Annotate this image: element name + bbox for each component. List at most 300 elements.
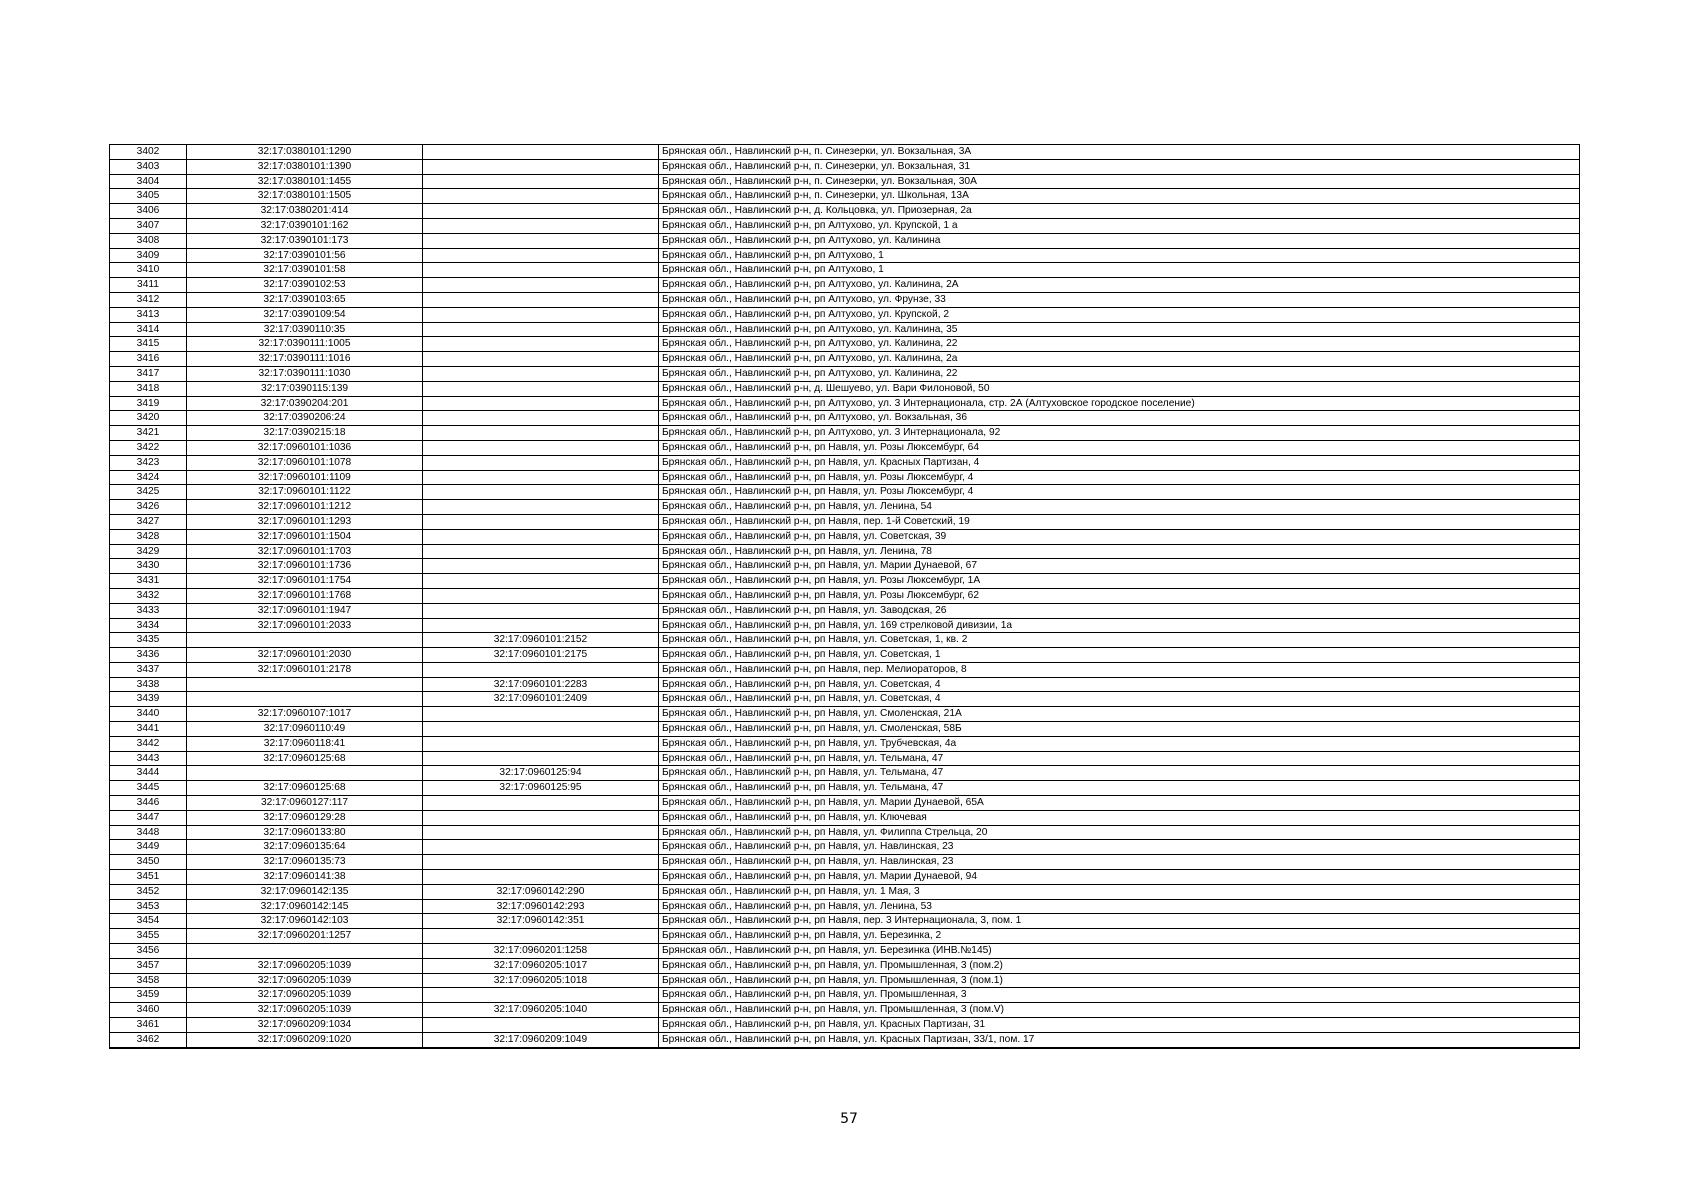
row-number-cell: 3403 [110,159,187,174]
address-cell: Брянская обл., Навлинский р-н, рп Навля, ул. Промышленная, 3 [659,988,1580,1003]
related-cadastral-number-cell [423,411,659,426]
row-number-cell: 3435 [110,633,187,648]
cadastral-number-cell [187,633,423,648]
table-row [110,233,1580,248]
row-number-cell: 3425 [110,485,187,500]
table-row [110,218,1580,233]
address-cell: Брянская обл., Навлинский р-н, п. Синезерки, ул. Вокзальная, 30А [659,174,1580,189]
row-number-cell: 3455 [110,929,187,944]
related-cadastral-number-cell: 32:17:0960101:2409 [423,692,659,707]
related-cadastral-number-cell: 32:17:0960142:293 [423,899,659,914]
row-number-cell: 3417 [110,366,187,381]
address-cell: Брянская обл., Навлинский р-н, рп Навля, ул. Розы Люксембург, 4 [659,470,1580,485]
address-cell: Брянская обл., Навлинский р-н, рп Навля, ул. Ленина, 78 [659,544,1580,559]
table-row [110,944,1580,959]
cadastral-number-cell: 32:17:0390206:24 [187,411,423,426]
table-row [110,766,1580,781]
row-number-cell: 3456 [110,944,187,959]
related-cadastral-number-cell [423,574,659,589]
cadastral-number-cell: 32:17:0960101:1109 [187,470,423,485]
cadastral-number-cell: 32:17:0960101:1736 [187,559,423,574]
cadastral-number-cell: 32:17:0960101:1504 [187,529,423,544]
row-number-cell: 3444 [110,766,187,781]
table-row [110,426,1580,441]
cadastral-number-cell: 32:17:0960107:1017 [187,707,423,722]
table-row [110,307,1580,322]
address-cell: Брянская обл., Навлинский р-н, п. Синезерки, ул. Вокзальная, 3А [659,145,1580,160]
related-cadastral-number-cell [423,810,659,825]
row-number-cell: 3459 [110,988,187,1003]
cadastral-number-cell: 32:17:0960209:1020 [187,1032,423,1047]
related-cadastral-number-cell: 32:17:0960101:2152 [423,633,659,648]
row-number-cell: 3445 [110,781,187,796]
related-cadastral-number-cell [423,352,659,367]
row-number-cell: 3446 [110,796,187,811]
table-row [110,559,1580,574]
table-row [110,574,1580,589]
table-row [110,840,1580,855]
address-cell: Брянская обл., Навлинский р-н, рп Навля, ул. Советская, 1, кв. 2 [659,633,1580,648]
table-row [110,810,1580,825]
table-row [110,470,1580,485]
row-number-cell: 3436 [110,648,187,663]
cadastral-number-cell: 32:17:0960125:68 [187,751,423,766]
table-row [110,884,1580,899]
row-number-cell: 3451 [110,870,187,885]
address-cell: Брянская обл., Навлинский р-н, рп Навля, ул. Советская, 1 [659,648,1580,663]
address-cell: Брянская обл., Навлинский р-н, рп Алтухово, ул. Калинина, 2А [659,278,1580,293]
cadastral-number-cell [187,692,423,707]
table-row [110,145,1580,160]
related-cadastral-number-cell [423,988,659,1003]
table-row [110,292,1580,307]
row-number-cell: 3412 [110,292,187,307]
cadastral-number-cell: 32:17:0960201:1257 [187,929,423,944]
cadastral-number-cell: 32:17:0380101:1505 [187,189,423,204]
address-cell: Брянская обл., Навлинский р-н, рп Алтухово, 1 [659,248,1580,263]
cadastral-number-cell: 32:17:0390101:162 [187,218,423,233]
row-number-cell: 3428 [110,529,187,544]
address-cell: Брянская обл., Навлинский р-н, рп Навля, ул. Филиппа Стрельца, 20 [659,825,1580,840]
address-cell: Брянская обл., Навлинский р-н, рп Навля, ул. Ключевая [659,810,1580,825]
related-cadastral-number-cell [423,485,659,500]
related-cadastral-number-cell [423,618,659,633]
table-row [110,514,1580,529]
related-cadastral-number-cell [423,292,659,307]
related-cadastral-number-cell [423,514,659,529]
address-cell: Брянская обл., Навлинский р-н, рп Алтухово, ул. Фрунзе, 33 [659,292,1580,307]
related-cadastral-number-cell [423,248,659,263]
row-number-cell: 3431 [110,574,187,589]
cadastral-number-cell: 32:17:0960101:2178 [187,662,423,677]
address-cell: Брянская обл., Навлинский р-н, рп Алтухово, ул. 3 Интернационала, стр. 2А (Алтуховское городское поселение) [659,396,1580,411]
cadastral-number-cell: 32:17:0390111:1030 [187,366,423,381]
row-number-cell: 3421 [110,426,187,441]
related-cadastral-number-cell: 32:17:0960201:1258 [423,944,659,959]
address-cell: Брянская обл., Навлинский р-н, рп Навля, ул. Трубчевская, 4а [659,736,1580,751]
row-number-cell: 3452 [110,884,187,899]
table-row [110,396,1580,411]
table-row [110,973,1580,988]
table-row [110,899,1580,914]
related-cadastral-number-cell [423,722,659,737]
cadastral-number-cell: 32:17:0960101:2033 [187,618,423,633]
row-number-cell: 3458 [110,973,187,988]
row-number-cell: 3418 [110,381,187,396]
address-cell: Брянская обл., Навлинский р-н, рп Навля, ул. Навлинская, 23 [659,840,1580,855]
table-row [110,796,1580,811]
table-row [110,751,1580,766]
address-cell: Брянская обл., Навлинский р-н, рп Алтухово, ул. Крупской, 1 а [659,218,1580,233]
row-number-cell: 3416 [110,352,187,367]
table-row [110,248,1580,263]
cadastral-number-cell: 32:17:0960135:73 [187,855,423,870]
address-cell: Брянская обл., Навлинский р-н, рп Алтухово, ул. Калинина, 2а [659,352,1580,367]
address-cell: Брянская обл., Навлинский р-н, рп Навля, ул. Марии Дунаевой, 94 [659,870,1580,885]
cadastral-number-cell: 32:17:0960135:64 [187,840,423,855]
address-cell: Брянская обл., Навлинский р-н, рп Навля, ул. 1 Мая, 3 [659,884,1580,899]
table-row [110,988,1580,1003]
related-cadastral-number-cell [423,840,659,855]
related-cadastral-number-cell: 32:17:0960205:1017 [423,958,659,973]
address-cell: Брянская обл., Навлинский р-н, рп Навля, ул. Ленина, 54 [659,500,1580,515]
cadastral-number-cell: 32:17:0390215:18 [187,426,423,441]
row-number-cell: 3433 [110,603,187,618]
cadastral-number-cell: 32:17:0960125:68 [187,781,423,796]
table-row [110,662,1580,677]
registry-body [110,145,1580,1048]
table-row [110,825,1580,840]
related-cadastral-number-cell: 32:17:0960142:290 [423,884,659,899]
row-number-cell: 3420 [110,411,187,426]
row-number-cell: 3408 [110,233,187,248]
related-cadastral-number-cell [423,426,659,441]
related-cadastral-number-cell [423,796,659,811]
related-cadastral-number-cell: 32:17:0960101:2175 [423,648,659,663]
row-number-cell: 3442 [110,736,187,751]
address-cell: Брянская обл., Навлинский р-н, п. Синезерки, ул. Вокзальная, 31 [659,159,1580,174]
related-cadastral-number-cell [423,603,659,618]
cadastral-number-cell: 32:17:0960101:1703 [187,544,423,559]
related-cadastral-number-cell [423,159,659,174]
table-row [110,707,1580,722]
related-cadastral-number-cell [423,588,659,603]
related-cadastral-number-cell: 32:17:0960209:1049 [423,1032,659,1047]
related-cadastral-number-cell [423,544,659,559]
related-cadastral-number-cell [423,736,659,751]
cadastral-number-cell: 32:17:0960205:1039 [187,958,423,973]
row-number-cell: 3422 [110,440,187,455]
related-cadastral-number-cell [423,1018,659,1033]
table-row [110,352,1580,367]
table-row [110,736,1580,751]
address-cell: Брянская обл., Навлинский р-н, рп Навля, ул. Промышленная, 3 (пом.2) [659,958,1580,973]
table-row [110,322,1580,337]
address-cell: Брянская обл., Навлинский р-н, рп Навля, ул. Тельмана, 47 [659,766,1580,781]
cadastral-number-cell: 32:17:0390101:58 [187,263,423,278]
address-cell: Брянская обл., Навлинский р-н, рп Алтухово, ул. Калинина, 22 [659,337,1580,352]
address-cell: Брянская обл., Навлинский р-н, рп Навля, ул. Красных Партизан, 31 [659,1018,1580,1033]
row-number-cell: 3462 [110,1032,187,1047]
address-cell: Брянская обл., Навлинский р-н, рп Алтухово, ул. Крупской, 2 [659,307,1580,322]
address-cell: Брянская обл., Навлинский р-н, рп Навля, ул. Навлинская, 23 [659,855,1580,870]
row-number-cell: 3411 [110,278,187,293]
row-number-cell: 3406 [110,204,187,219]
related-cadastral-number-cell [423,529,659,544]
cadastral-number-cell: 32:17:0390102:53 [187,278,423,293]
address-cell: Брянская обл., Навлинский р-н, рп Навля, ул. Смоленская, 58Б [659,722,1580,737]
cadastral-number-cell [187,677,423,692]
related-cadastral-number-cell [423,233,659,248]
cadastral-number-cell: 32:17:0380101:1290 [187,145,423,160]
related-cadastral-number-cell: 32:17:0960205:1018 [423,973,659,988]
related-cadastral-number-cell [423,455,659,470]
address-cell: Брянская обл., Навлинский р-н, рп Навля, ул. Смоленская, 21А [659,707,1580,722]
address-cell: Брянская обл., Навлинский р-н, рп Навля, ул. Советская, 4 [659,692,1580,707]
cadastral-number-cell: 32:17:0960101:1212 [187,500,423,515]
cadastral-number-cell: 32:17:0390109:54 [187,307,423,322]
row-number-cell: 3440 [110,707,187,722]
related-cadastral-number-cell [423,189,659,204]
row-number-cell: 3450 [110,855,187,870]
address-cell: Брянская обл., Навлинский р-н, рп Алтухово, ул. Вокзальная, 36 [659,411,1580,426]
address-cell: Брянская обл., Навлинский р-н, рп Навля, ул. Березинка (ИНВ.№145) [659,944,1580,959]
page-number: 57 [840,1111,858,1127]
table-row [110,544,1580,559]
address-cell: Брянская обл., Навлинский р-н, рп Алтухово, ул. Калинина [659,233,1580,248]
row-number-cell: 3453 [110,899,187,914]
cadastral-number-cell: 32:17:0390101:56 [187,248,423,263]
address-cell: Брянская обл., Навлинский р-н, рп Навля, ул. Красных Партизан, 4 [659,455,1580,470]
related-cadastral-number-cell [423,145,659,160]
row-number-cell: 3419 [110,396,187,411]
table-row [110,174,1580,189]
cadastral-number-cell: 32:17:0960118:41 [187,736,423,751]
cadastral-number-cell [187,766,423,781]
cadastral-number-cell: 32:17:0960129:28 [187,810,423,825]
cadastral-number-cell: 32:17:0390101:173 [187,233,423,248]
cadastral-number-cell: 32:17:0380101:1455 [187,174,423,189]
table-row [110,929,1580,944]
row-number-cell: 3423 [110,455,187,470]
address-cell: Брянская обл., Навлинский р-н, рп Навля, ул. Красных Партизан, 33/1, пом. 17 [659,1032,1580,1047]
address-cell: Брянская обл., Навлинский р-н, рп Навля, ул. Промышленная, 3 (пом.1) [659,973,1580,988]
table-row [110,189,1580,204]
row-number-cell: 3415 [110,337,187,352]
cadastral-number-cell: 32:17:0390110:35 [187,322,423,337]
cadastral-number-cell: 32:17:0960142:103 [187,914,423,929]
table-row [110,411,1580,426]
table-row [110,855,1580,870]
address-cell: Брянская обл., Навлинский р-н, д. Кольцовка, ул. Приозерная, 2а [659,204,1580,219]
table-row [110,1018,1580,1033]
address-cell: Брянская обл., Навлинский р-н, рп Навля, пер. 1-й Советский, 19 [659,514,1580,529]
table-row [110,337,1580,352]
related-cadastral-number-cell [423,440,659,455]
cadastral-number-cell: 32:17:0390111:1016 [187,352,423,367]
related-cadastral-number-cell [423,662,659,677]
row-number-cell: 3430 [110,559,187,574]
row-number-cell: 3434 [110,618,187,633]
table-row [110,958,1580,973]
table-row [110,263,1580,278]
related-cadastral-number-cell [423,204,659,219]
row-number-cell: 3426 [110,500,187,515]
address-cell: Брянская обл., Навлинский р-н, рп Алтухово, ул. Калинина, 35 [659,322,1580,337]
row-number-cell: 3429 [110,544,187,559]
table-row [110,603,1580,618]
row-number-cell: 3410 [110,263,187,278]
cadastral-number-cell: 32:17:0960101:1293 [187,514,423,529]
row-number-cell: 3427 [110,514,187,529]
table-row [110,1003,1580,1018]
table-row [110,529,1580,544]
table-row [110,692,1580,707]
address-cell: Брянская обл., Навлинский р-н, рп Навля, ул. Советская, 39 [659,529,1580,544]
related-cadastral-number-cell [423,263,659,278]
table-row [110,278,1580,293]
row-number-cell: 3409 [110,248,187,263]
cadastral-number-cell: 32:17:0960101:1078 [187,455,423,470]
cadastral-number-cell: 32:17:0960101:1036 [187,440,423,455]
row-number-cell: 3454 [110,914,187,929]
address-cell: Брянская обл., Навлинский р-н, рп Алтухово, 1 [659,263,1580,278]
table-row [110,914,1580,929]
cadastral-number-cell: 32:17:0960110:49 [187,722,423,737]
table-row [110,485,1580,500]
cadastral-number-cell: 32:17:0390103:65 [187,292,423,307]
cadastral-number-cell: 32:17:0960205:1039 [187,1003,423,1018]
row-number-cell: 3447 [110,810,187,825]
cadastral-number-cell: 32:17:0960101:2030 [187,648,423,663]
cadastral-number-cell: 32:17:0390204:201 [187,396,423,411]
table-row [110,648,1580,663]
registry-table [109,144,1580,1049]
address-cell: Брянская обл., Навлинский р-н, рп Алтухово, ул. Калинина, 22 [659,366,1580,381]
table-row [110,159,1580,174]
address-cell: Брянская обл., Навлинский р-н, рп Навля, ул. Тельмана, 47 [659,751,1580,766]
cadastral-number-cell: 32:17:0960101:1947 [187,603,423,618]
table-row [110,1032,1580,1047]
related-cadastral-number-cell [423,707,659,722]
row-number-cell: 3432 [110,588,187,603]
table-row [110,618,1580,633]
address-cell: Брянская обл., Навлинский р-н, рп Навля, ул. Марии Дунаевой, 65А [659,796,1580,811]
address-cell: Брянская обл., Навлинский р-н, рп Навля, ул. 169 стрелковой дивизии, 1а [659,618,1580,633]
related-cadastral-number-cell [423,322,659,337]
row-number-cell: 3414 [110,322,187,337]
table-row [110,588,1580,603]
cadastral-number-cell: 32:17:0390115:139 [187,381,423,396]
table-row [110,633,1580,648]
address-cell: Брянская обл., Навлинский р-н, рп Навля, ул. Заводская, 26 [659,603,1580,618]
row-number-cell: 3443 [110,751,187,766]
row-number-cell: 3402 [110,145,187,160]
row-number-cell: 3439 [110,692,187,707]
related-cadastral-number-cell [423,825,659,840]
cadastral-number-cell: 32:17:0960142:135 [187,884,423,899]
cadastral-number-cell: 32:17:0960209:1034 [187,1018,423,1033]
related-cadastral-number-cell: 32:17:0960205:1040 [423,1003,659,1018]
address-cell: Брянская обл., Навлинский р-н, рп Алтухово, ул. 3 Интернационала, 92 [659,426,1580,441]
table-row [110,500,1580,515]
table-row [110,455,1580,470]
table-row [110,366,1580,381]
address-cell: Брянская обл., Навлинский р-н, рп Навля, ул. Ленина, 53 [659,899,1580,914]
cadastral-number-cell: 32:17:0390111:1005 [187,337,423,352]
address-cell: Брянская обл., Навлинский р-н, д. Шешуево, ул. Вари Филоновой, 50 [659,381,1580,396]
related-cadastral-number-cell [423,381,659,396]
related-cadastral-number-cell [423,751,659,766]
table-row [110,381,1580,396]
row-number-cell: 3413 [110,307,187,322]
related-cadastral-number-cell: 32:17:0960125:94 [423,766,659,781]
address-cell: Брянская обл., Навлинский р-н, рп Навля, ул. Марии Дунаевой, 67 [659,559,1580,574]
address-cell: Брянская обл., Навлинский р-н, рп Навля, ул. Розы Люксембург, 62 [659,588,1580,603]
row-number-cell: 3405 [110,189,187,204]
address-cell: Брянская обл., Навлинский р-н, рп Навля, ул. Советская, 4 [659,677,1580,692]
cadastral-number-cell: 32:17:0960141:38 [187,870,423,885]
table-row [110,781,1580,796]
address-cell: Брянская обл., Навлинский р-н, рп Навля, пер. 3 Интернационала, 3, пом. 1 [659,914,1580,929]
row-number-cell: 3448 [110,825,187,840]
cadastral-number-cell [187,944,423,959]
cadastral-number-cell: 32:17:0960142:145 [187,899,423,914]
related-cadastral-number-cell [423,307,659,322]
cadastral-number-cell: 32:17:0960101:1768 [187,588,423,603]
row-number-cell: 3424 [110,470,187,485]
related-cadastral-number-cell [423,337,659,352]
row-number-cell: 3438 [110,677,187,692]
address-cell: Брянская обл., Навлинский р-н, рп Навля, ул. Розы Люксембург, 1А [659,574,1580,589]
address-cell: Брянская обл., Навлинский р-н, рп Навля, ул. Березинка, 2 [659,929,1580,944]
address-cell: Брянская обл., Навлинский р-н, рп Навля, ул. Розы Люксембург, 64 [659,440,1580,455]
related-cadastral-number-cell [423,929,659,944]
related-cadastral-number-cell [423,870,659,885]
table-row [110,870,1580,885]
row-number-cell: 3460 [110,1003,187,1018]
cadastral-number-cell: 32:17:0380201:414 [187,204,423,219]
table-row [110,440,1580,455]
related-cadastral-number-cell: 32:17:0960125:95 [423,781,659,796]
cadastral-number-cell: 32:17:0960205:1039 [187,973,423,988]
related-cadastral-number-cell [423,470,659,485]
cadastral-number-cell: 32:17:0960205:1039 [187,988,423,1003]
cadastral-number-cell: 32:17:0960101:1754 [187,574,423,589]
related-cadastral-number-cell [423,500,659,515]
cadastral-number-cell: 32:17:0960133:80 [187,825,423,840]
address-cell: Брянская обл., Навлинский р-н, рп Навля, ул. Розы Люксембург, 4 [659,485,1580,500]
cadastral-number-cell: 32:17:0960127:117 [187,796,423,811]
table-row [110,722,1580,737]
related-cadastral-number-cell [423,396,659,411]
address-cell: Брянская обл., Навлинский р-н, рп Навля, ул. Промышленная, 3 (пом.V) [659,1003,1580,1018]
row-number-cell: 3404 [110,174,187,189]
table-row [110,204,1580,219]
address-cell: Брянская обл., Навлинский р-н, рп Навля, пер. Мелиораторов, 8 [659,662,1580,677]
related-cadastral-number-cell: 32:17:0960101:2283 [423,677,659,692]
table-row [110,677,1580,692]
row-number-cell: 3441 [110,722,187,737]
row-number-cell: 3407 [110,218,187,233]
address-cell: Брянская обл., Навлинский р-н, рп Навля, ул. Тельмана, 47 [659,781,1580,796]
related-cadastral-number-cell: 32:17:0960142:351 [423,914,659,929]
related-cadastral-number-cell [423,278,659,293]
row-number-cell: 3437 [110,662,187,677]
related-cadastral-number-cell [423,855,659,870]
row-number-cell: 3461 [110,1018,187,1033]
address-cell: Брянская обл., Навлинский р-н, п. Синезерки, ул. Школьная, 13А [659,189,1580,204]
